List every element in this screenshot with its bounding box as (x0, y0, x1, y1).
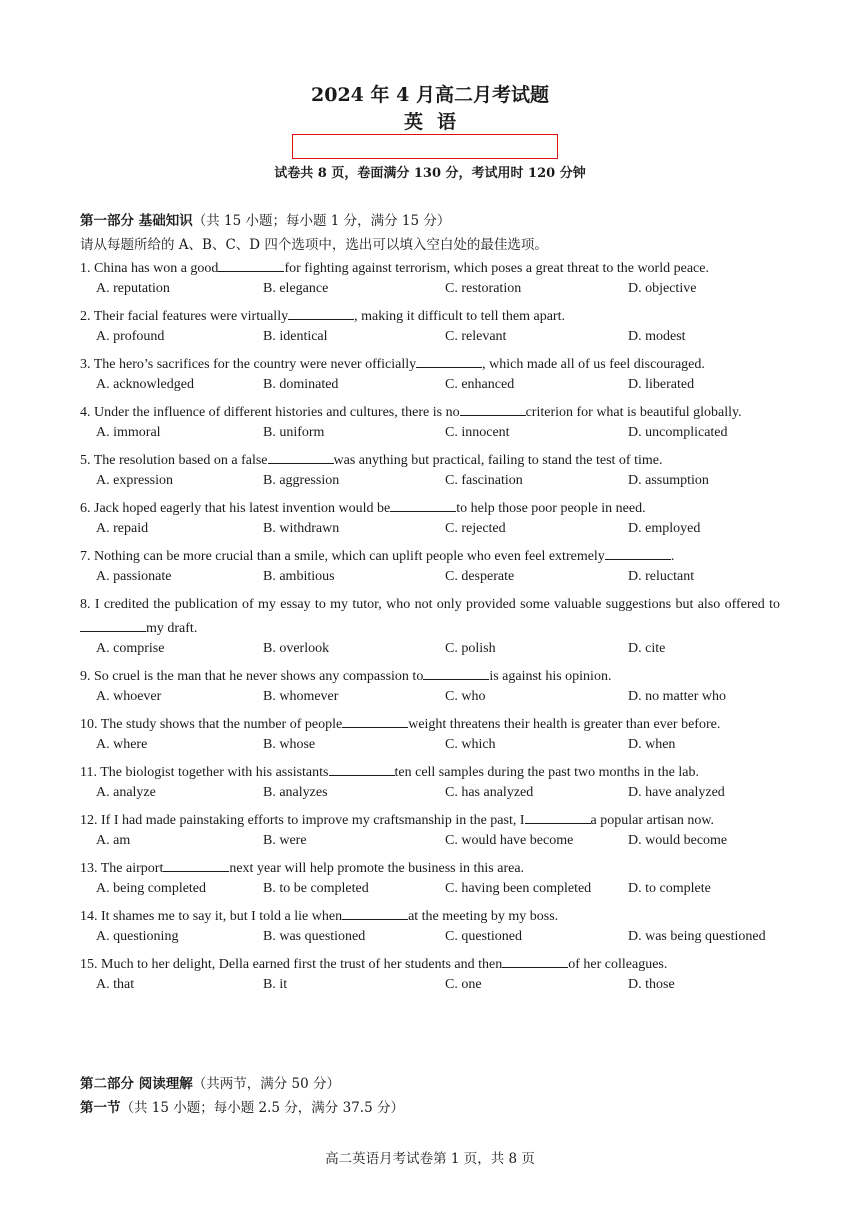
option-b: B. analyzes (263, 785, 328, 800)
option-row (80, 929, 780, 953)
option-row (80, 977, 780, 1001)
question-text-after: a popular artisan now. (590, 813, 715, 828)
question-text-after: was anything but practical, failing to stand the test of time. (333, 453, 663, 468)
answer-blank (502, 955, 568, 968)
answer-blank (416, 355, 482, 368)
question-stem (80, 305, 780, 329)
option-c: C. one (445, 977, 482, 992)
option-d: D. objective (628, 281, 697, 296)
question-text-after: . (670, 549, 675, 564)
question-text-before: 4. Under the influence of different histories and cultures, there is no (80, 405, 460, 420)
option-c: C. restoration (445, 281, 522, 296)
question-text-before: 1. China has won a good (80, 261, 219, 276)
option-c: C. relevant (445, 329, 507, 344)
exam-subject: 英语 (403, 111, 470, 133)
option-d: D. no matter who (628, 689, 726, 704)
answer-blank (342, 907, 408, 920)
question-text-after: ten cell samples during the past two months in the lab. (394, 765, 699, 780)
exam-info: 试卷共 8 页，卷面满分 130 分，考试用时 120 分钟 (274, 166, 586, 181)
question-stem (80, 593, 780, 641)
option-a: A. expression (96, 473, 173, 488)
option-d: D. liberated (628, 377, 695, 392)
question-text-before: 11. The biologist together with his assistants (80, 765, 329, 780)
answer-blank (605, 547, 671, 560)
part2-heading (80, 1072, 780, 1092)
option-a: A. whoever (96, 689, 162, 704)
question-stem (80, 713, 780, 737)
option-row (80, 881, 780, 905)
question-text-after: of her colleagues. (568, 957, 668, 972)
option-b: B. whomever (263, 689, 339, 704)
option-c: C. questioned (445, 929, 522, 944)
option-row (80, 785, 780, 809)
option-a: A. passionate (96, 569, 172, 584)
option-b: B. dominated (263, 377, 339, 392)
question-stem (80, 497, 780, 521)
option-c: C. rejected (445, 521, 506, 536)
part2-heading-note: （共两节，满分 50 分） (192, 1076, 340, 1092)
question-stem (80, 857, 780, 881)
answer-blank (423, 667, 489, 680)
option-b: B. to be completed (263, 881, 369, 896)
redaction-box (292, 134, 558, 159)
option-a: A. acknowledged (96, 377, 194, 392)
question-stem (80, 665, 780, 689)
part1-instruction: 请从每题所给的 A、B、C、D 四个选项中，选出可以填入空白处的最佳选项。 (80, 237, 548, 253)
question-text-before: 12. If I had made painstaking efforts to improve my craftsmanship in the past, I (80, 813, 525, 828)
option-d: D. assumption (628, 473, 709, 488)
option-b: B. aggression (263, 473, 340, 488)
option-b: B. uniform (263, 425, 325, 440)
question-text-before: 2. Their facial features were virtually (80, 309, 289, 324)
question-text-after: to help those poor people in need. (456, 501, 646, 516)
option-d: D. would become (628, 833, 728, 848)
option-c: C. desperate (445, 569, 515, 584)
answer-blank (288, 307, 354, 320)
answer-blank (163, 859, 229, 872)
option-a: A. being completed (96, 881, 207, 896)
question-stem (80, 257, 780, 281)
question-text-after: my draft. (146, 621, 198, 636)
option-a: A. am (96, 833, 131, 848)
option-c: C. which (445, 737, 496, 752)
option-b: B. ambitious (263, 569, 335, 584)
option-d: D. modest (628, 329, 686, 344)
option-row (80, 569, 780, 593)
option-row (80, 281, 780, 305)
section1-heading-note: （共 15 小题；每小题 2.5 分，满分 37.5 分） (120, 1100, 404, 1116)
part1-heading-note: （共 15 小题；每小题 1 分，满分 15 分） (192, 213, 451, 229)
option-d: D. was being questioned (628, 929, 766, 944)
question-text-before: 13. The airport (80, 861, 164, 876)
answer-blank (342, 715, 408, 728)
option-a: A. profound (96, 329, 165, 344)
question-text-before: 3. The hero’s sacrifices for the country were never officially (80, 357, 417, 372)
question-stem (80, 953, 780, 977)
option-d: D. employed (628, 521, 701, 536)
option-c: C. innocent (445, 425, 510, 440)
option-row (80, 377, 780, 401)
option-row (80, 521, 780, 545)
option-b: B. it (263, 977, 288, 992)
option-row (80, 473, 780, 497)
question-stem (80, 545, 780, 569)
option-row (80, 641, 780, 665)
option-a: A. reputation (96, 281, 170, 296)
option-a: A. comprise (96, 641, 165, 656)
option-d: D. reluctant (628, 569, 695, 584)
section1-heading-title: 第一节 (80, 1100, 121, 1116)
exam-title: 2024 年 4 月高二月考试题 (311, 84, 549, 106)
answer-blank (390, 499, 456, 512)
part1-heading-title: 第一部分 基础知识 (80, 213, 193, 229)
answer-blank (80, 619, 146, 632)
option-a: A. where (96, 737, 148, 752)
option-c: C. enhanced (445, 377, 515, 392)
question-stem (80, 809, 780, 833)
option-b: B. withdrawn (263, 521, 340, 536)
option-b: B. elegance (263, 281, 329, 296)
option-b: B. were (263, 833, 307, 848)
question-text-after: weight threatens their health is greater than ever before. (408, 717, 721, 732)
question-text-after: for fighting against terrorism, which poses a great threat to the world peace. (284, 261, 709, 276)
option-d: D. those (628, 977, 675, 992)
option-row (80, 329, 780, 353)
part1-heading (80, 209, 780, 229)
option-row (80, 833, 780, 857)
option-b: B. overlook (263, 641, 330, 656)
answer-blank (525, 811, 591, 824)
answer-blank (268, 451, 334, 464)
question-stem (80, 449, 780, 473)
question-stem (80, 353, 780, 377)
option-a: A. analyze (96, 785, 156, 800)
option-d: D. cite (628, 641, 666, 656)
option-d: D. when (628, 737, 676, 752)
question-text-before: 9. So cruel is the man that he never shows any compassion to (80, 669, 424, 684)
question-text-before: 5. The resolution based on a false (80, 453, 268, 468)
question-stem (80, 761, 780, 785)
question-text-before: 15. Much to her delight, Della earned first the trust of her students and then (80, 957, 503, 972)
option-d: D. have analyzed (628, 785, 725, 800)
option-a: A. repaid (96, 521, 149, 536)
question-stem (80, 401, 780, 425)
option-a: A. immoral (96, 425, 161, 440)
option-b: B. was questioned (263, 929, 366, 944)
option-a: A. that (96, 977, 135, 992)
question-text-before: 14. It shames me to say it, but I told a lie when (80, 909, 343, 924)
question-text-after: , making it difficult to tell them apart. (354, 309, 565, 324)
option-a: A. questioning (96, 929, 179, 944)
question-text-after: is against his opinion. (489, 669, 612, 684)
option-d: D. to complete (628, 881, 711, 896)
option-b: B. whose (263, 737, 316, 752)
question-text-before: 8. I credited the publication of my essay to my tutor, who not only provided some valuable suggestions but also offered to (80, 597, 780, 612)
question-text-after: criterion for what is beautiful globally. (525, 405, 742, 420)
question-text-before: 7. Nothing can be more crucial than a smile, which can uplift people who even feel extremely (80, 549, 605, 564)
question-list (80, 257, 780, 1001)
option-d: D. uncomplicated (628, 425, 728, 440)
option-row (80, 737, 780, 761)
question-text-after: , which made all of us feel discouraged. (482, 357, 705, 372)
part2-section1-heading (80, 1096, 780, 1116)
option-row (80, 689, 780, 713)
question-text-before: 6. Jack hoped eagerly that his latest invention would be (80, 501, 391, 516)
answer-blank (329, 763, 395, 776)
answer-blank (460, 403, 526, 416)
answer-blank (218, 259, 284, 272)
option-c: C. fascination (445, 473, 523, 488)
option-row (80, 425, 780, 449)
option-c: C. polish (445, 641, 496, 656)
question-text-after: at the meeting by my boss. (408, 909, 559, 924)
question-text-after: next year will help promote the business in this area. (229, 861, 525, 876)
part2-heading-title: 第二部分 阅读理解 (80, 1076, 193, 1092)
option-b: B. identical (263, 329, 328, 344)
option-c: C. would have become (445, 833, 574, 848)
page-footer: 高二英语月考试卷第 1 页，共 8 页 (325, 1151, 535, 1167)
question-stem (80, 905, 780, 929)
question-text-before: 10. The study shows that the number of people (80, 717, 343, 732)
option-c: C. has analyzed (445, 785, 534, 800)
option-c: C. who (445, 689, 486, 704)
option-c: C. having been completed (445, 881, 592, 896)
